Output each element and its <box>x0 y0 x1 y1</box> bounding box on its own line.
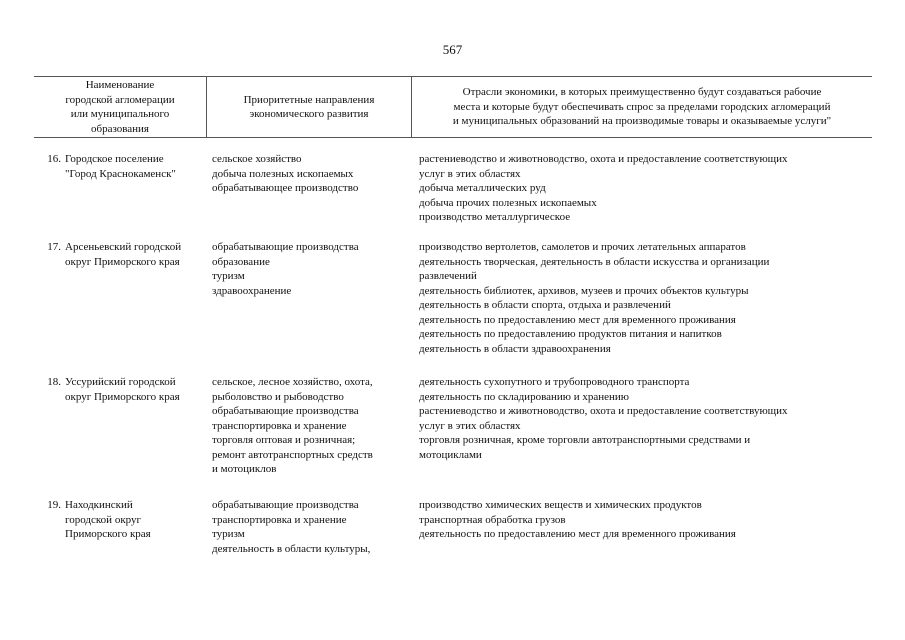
row-priorities <box>212 498 412 556</box>
sector-item: производство металлургическое <box>419 211 571 223</box>
sector-item: деятельность библиотек, архивов, музеев и прочих объектов культуры <box>419 284 749 297</box>
sector-item: деятельность по складированию и хранению <box>419 390 630 403</box>
row-sectors <box>419 498 869 542</box>
row-number: 19. <box>47 499 61 511</box>
priority-item: обрабатывающие производства <box>212 499 359 511</box>
page-number: 567 <box>442 42 463 57</box>
priority-item: обрабатывающие производства <box>212 405 359 417</box>
priority-item: и мотоциклов <box>212 463 277 475</box>
header-cell-priorities <box>206 77 411 137</box>
row-number: 17. <box>47 241 61 253</box>
sector-item: развлечений <box>419 270 477 282</box>
priority-item: здравоохранение <box>212 284 292 297</box>
priority-item: торговля оптовая и розничная; <box>212 434 356 446</box>
row-priorities <box>212 375 412 477</box>
priority-item: сельское, лесное хозяйство, охота, <box>212 376 373 388</box>
header-cell-sectors <box>411 77 872 137</box>
sector-item: транспортная обработка грузов <box>419 513 566 526</box>
sector-item: деятельность по предоставлению мест для временного проживания <box>419 313 736 326</box>
priority-item: транспортировка и хранение <box>212 513 347 526</box>
sector-item: деятельность по предоставлению продуктов питания и напитков <box>419 328 722 340</box>
row-priorities <box>212 152 412 196</box>
row-sectors <box>419 240 869 356</box>
priority-item: туризм <box>212 528 245 540</box>
sector-item: растениеводство и животноводство, охота и предоставление соответствующих <box>419 153 788 165</box>
priority-item: транспортировка и хранение <box>212 419 347 432</box>
row-municipality-name: Городское поселение "Город Краснокаменск" <box>65 153 176 180</box>
header-name-text: Наименование городской агломерации или муниципального образования <box>65 79 175 135</box>
table-header <box>34 76 872 138</box>
sector-item: деятельность по предоставлению мест для временного проживания <box>419 528 736 540</box>
priority-item: обрабатывающее производство <box>212 182 359 194</box>
sector-item: услуг в этих областях <box>419 419 521 432</box>
header-sectors-text: Отрасли экономики, в которых преимущественно будут создаваться рабочие места и которые будут обеспечивать спрос за пределами городских агломераций и муниципальных образований на производимые товары и оказываемые услуги" <box>452 86 832 128</box>
sector-item: деятельность сухопутного и трубопроводного транспорта <box>419 376 690 388</box>
priority-item: образование <box>212 255 270 268</box>
sector-item: деятельность в области спорта, отдыха и развлечений <box>419 299 671 311</box>
sector-item: торговля розничная, кроме торговли автотранспортными средствами и <box>419 434 751 446</box>
priority-item: добыча полезных ископаемых <box>212 167 354 180</box>
row-number: 16. <box>47 153 61 165</box>
row-sectors <box>419 375 869 462</box>
sector-item: растениеводство и животноводство, охота и предоставление соответствующих <box>419 405 788 417</box>
priority-item: ремонт автотранспортных средств <box>212 448 373 461</box>
priority-item: рыболовство и рыбоводство <box>212 390 344 403</box>
sector-item: деятельность творческая, деятельность в области искусства и организации <box>419 255 770 268</box>
row-priorities <box>212 240 412 298</box>
sector-item: деятельность в области здравоохранения <box>419 342 611 355</box>
sector-item: мотоциклами <box>419 448 482 461</box>
header-priorities-text: Приоритетные направления экономического развития <box>243 93 375 120</box>
row-sectors <box>419 152 869 225</box>
sector-item: производство химических веществ и химических продуктов <box>419 499 702 511</box>
sector-item: добыча металлических руд <box>419 182 546 194</box>
row-municipality-name: Находкинский городской округ Приморского края <box>65 499 151 540</box>
row-municipality-name: Уссурийский городской округ Приморского края <box>65 376 180 403</box>
priority-item: деятельность в области культуры, <box>212 542 371 555</box>
row-number: 18. <box>47 376 61 388</box>
sector-item: услуг в этих областях <box>419 167 521 180</box>
priority-item: сельское хозяйство <box>212 153 302 165</box>
row-municipality-name: Арсеньевский городской округ Приморского края <box>65 241 182 268</box>
priority-item: туризм <box>212 270 245 282</box>
sector-item: добыча прочих полезных ископаемых <box>419 196 597 209</box>
header-cell-name <box>34 77 206 137</box>
priority-item: обрабатывающие производства <box>212 241 359 253</box>
sector-item: производство вертолетов, самолетов и прочих летательных аппаратов <box>419 241 746 253</box>
